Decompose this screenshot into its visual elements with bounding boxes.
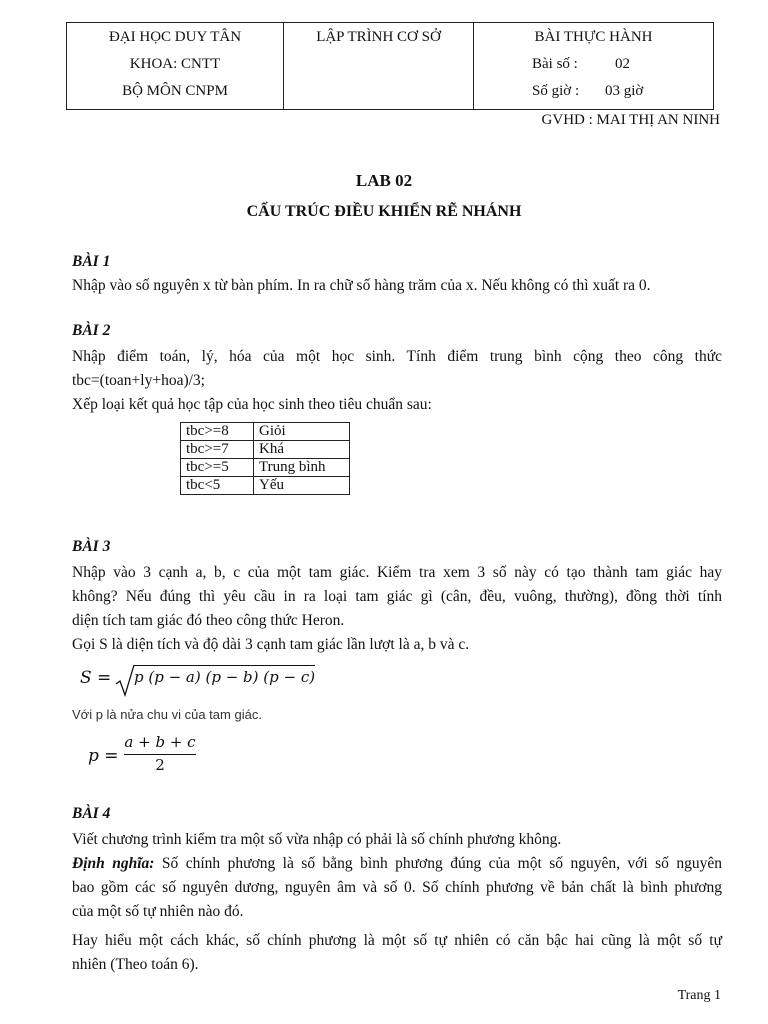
grading-table (180, 422, 350, 495)
bai4-heading: BÀI 4 (72, 805, 111, 822)
semiperimeter-formula (80, 733, 220, 779)
header-table (66, 22, 714, 110)
bai3-line2: không? Nếu đúng thì yêu cầu in ra loại tam giác gì (cân, đều, vuông, thường), đồng thời tính (72, 588, 722, 605)
bai3-line1: Nhập vào 3 cạnh a, b, c của một tam giác. Kiểm tra xem 3 số này có tạo thành tam giác hay (72, 564, 722, 581)
header-lab-hours (474, 78, 713, 105)
header-school (67, 23, 284, 109)
bai3-line3: diện tích tam giác đó theo công thức Heron. (72, 612, 345, 629)
table-row (181, 441, 350, 459)
semiperimeter-denominator: 2 (155, 756, 165, 774)
heron-radicand: p (p − a) (p − b) (p − c) (134, 665, 315, 686)
header-faculty: KHOA: CNTT (129, 56, 221, 72)
definition-label: Định nghĩa: (72, 855, 155, 872)
lab-hours-label: Số giờ : (532, 83, 580, 99)
grade-condition: tbc>=8 (181, 423, 254, 441)
lab-number-label: Bài số : (532, 56, 578, 72)
grade-condition: tbc<5 (181, 477, 254, 495)
bai3-line4: Gọi S là diện tích và độ dài 3 cạnh tam giác lần lượt là a, b và c. (72, 636, 470, 653)
doc-title: LAB 02 (355, 171, 413, 190)
semiperimeter-numerator: a + b + c (124, 733, 196, 751)
bai4-definition-line3: của một số tự nhiên nào đó. (72, 903, 244, 920)
heron-lhs: S = (80, 668, 112, 688)
header-department: BỘ MÔN CNPM (122, 83, 228, 99)
bai2-line3: Xếp loại kết quả học tập của học sinh theo tiêu chuẩn sau: (72, 396, 432, 413)
bai1-heading: BÀI 1 (72, 253, 111, 270)
bai4-definition-line1 (72, 852, 722, 875)
bai3-heading: BÀI 3 (72, 538, 111, 555)
semiperimeter-lhs: p = (88, 746, 119, 766)
grade-label: Giỏi (254, 423, 350, 441)
doc-subtitle: CẤU TRÚC ĐIỀU KHIỂN RẼ NHÁNH (246, 203, 522, 220)
table-row (181, 459, 350, 477)
grade-condition: tbc>=7 (181, 441, 254, 459)
lab-number-value: 02 (615, 56, 630, 72)
bai2-heading: BÀI 2 (72, 322, 111, 339)
bai2-line2: tbc=(toan+ly+hoa)/3; (72, 372, 205, 389)
bai2-line1: Nhập điểm toán, lý, hóa của một học sinh. Tính điểm trung bình cộng theo công thức (72, 348, 722, 365)
header-lab-info (474, 23, 713, 109)
page-number: Trang 1 (677, 988, 721, 1003)
header-course-name: LẬP TRÌNH CƠ SỞ (316, 29, 441, 45)
instructor: GVHD : MAI THỊ AN NINH (541, 112, 720, 128)
grade-label: Khá (254, 441, 350, 459)
bai4-line1: Viết chương trình kiểm tra một số vừa nhập có phải là số chính phương không. (72, 831, 562, 848)
table-row (181, 477, 350, 495)
bai4-definition-line2: bao gồm các số nguyên dương, nguyên âm và số 0. Số chính phương về bản chất là bình phương (72, 879, 722, 896)
grade-label: Trung bình (254, 459, 350, 477)
grade-label: Yếu (254, 477, 350, 495)
bai3-note: Với p là nửa chu vi của tam giác. (72, 707, 262, 722)
bai4-alt-line2: nhiên (Theo toán 6). (72, 956, 199, 973)
sqrt-icon (114, 664, 136, 698)
heron-formula (80, 664, 340, 700)
header-university: ĐẠI HỌC DUY TÂN (108, 29, 242, 45)
header-lab-number (474, 51, 713, 78)
header-course (284, 23, 474, 109)
lab-hours-value: 03 giờ (605, 83, 644, 99)
table-row (181, 423, 350, 441)
definition-text: Số chính phương là số bằng bình phương đúng của một số nguyên, với số nguyên (154, 855, 723, 872)
grade-condition: tbc>=5 (181, 459, 254, 477)
fraction-bar (124, 754, 196, 755)
bai1-text: Nhập vào số nguyên x từ bàn phím. In ra chữ số hàng trăm của x. Nếu không có thì xuất ra 0. (72, 277, 651, 294)
bai4-alt-line1: Hay hiểu một cách khác, số chính phương là một số tự nhiên có căn bậc hai cũng là một số tự (72, 932, 722, 949)
header-lab-title: BÀI THỰC HÀNH (534, 29, 653, 45)
